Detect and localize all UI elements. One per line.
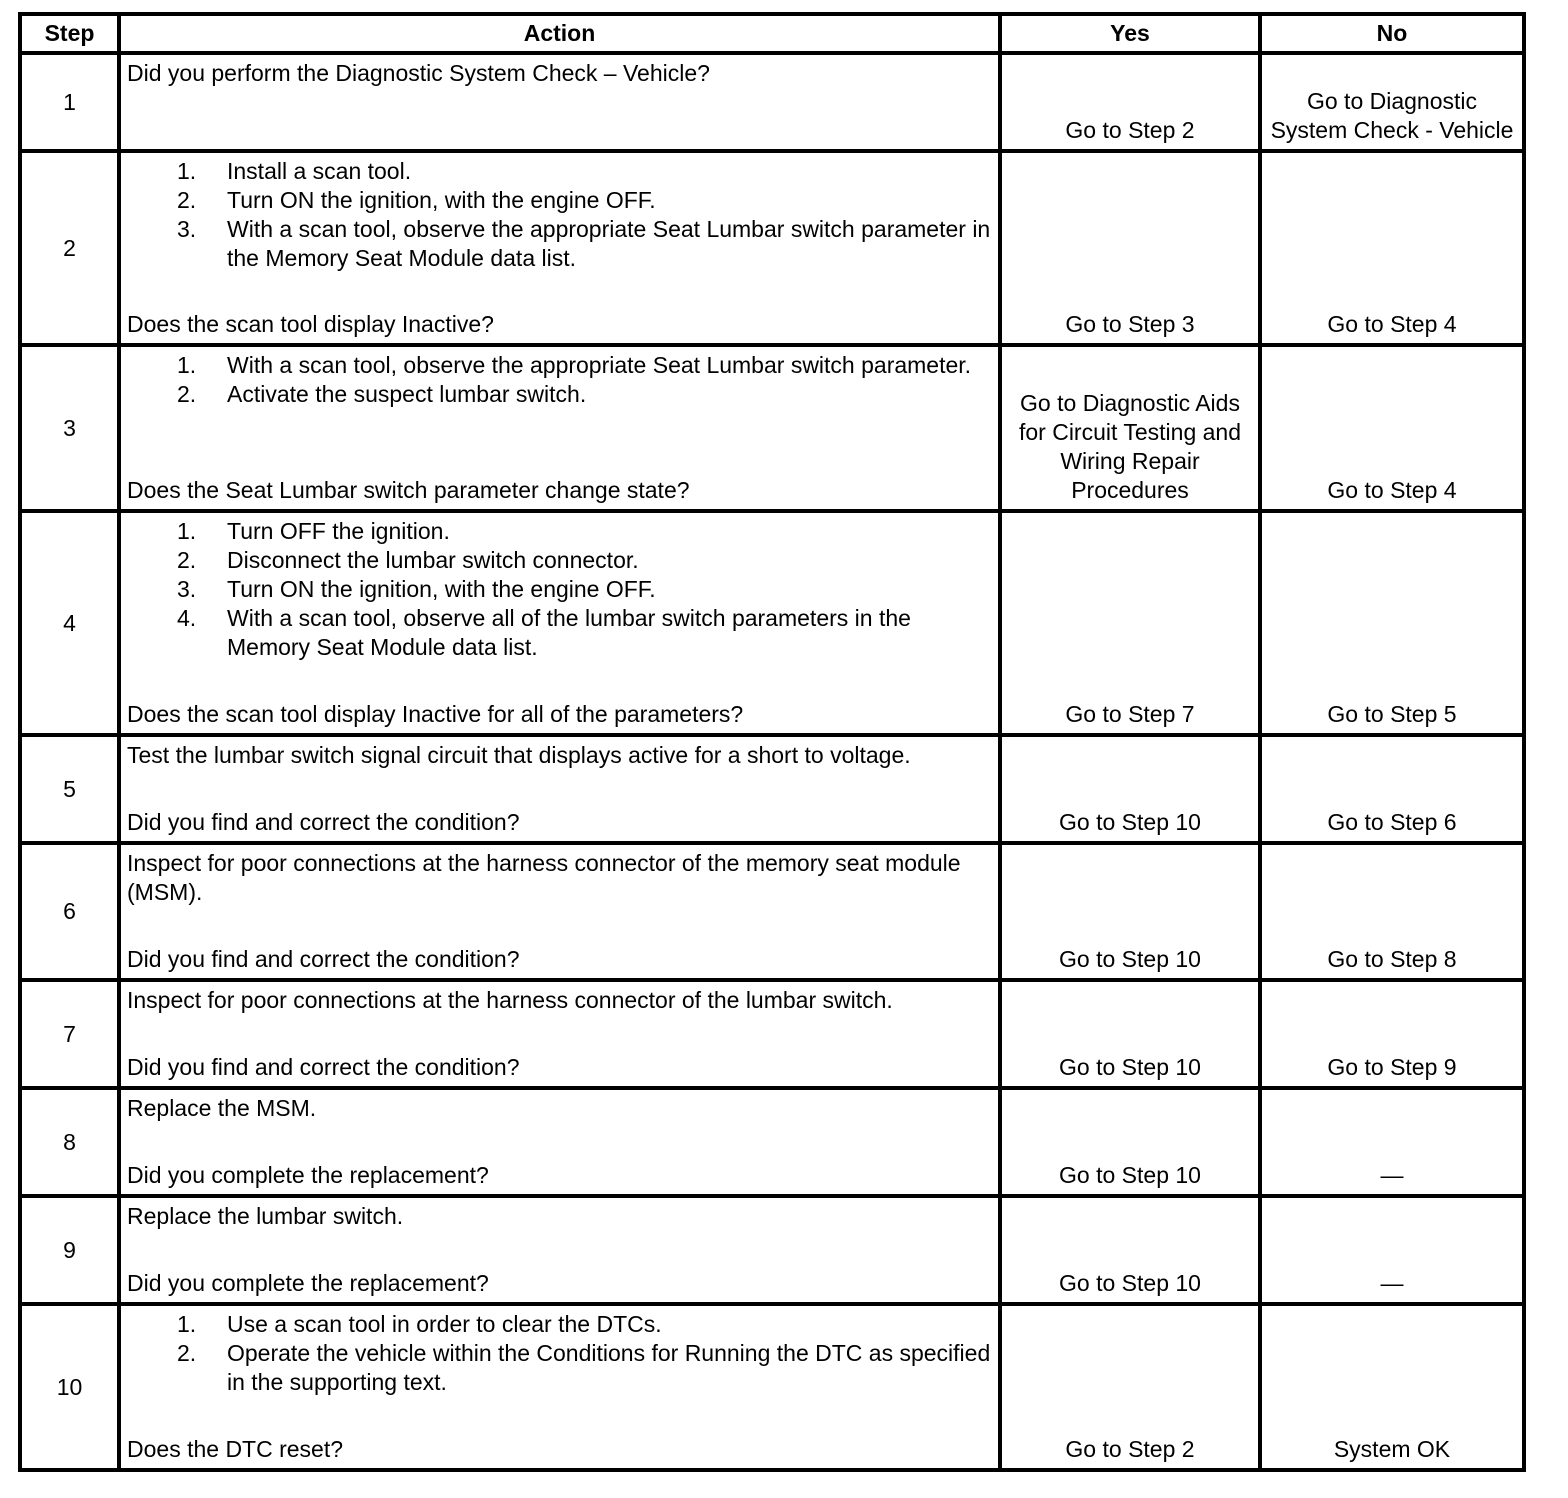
no-result-text: — — [1380, 1162, 1404, 1188]
instruction-text: Use a scan tool in order to clear the DTCs. — [227, 1311, 662, 1337]
instruction-item — [127, 517, 992, 546]
no-result-text: Go to Diagnostic System Check - Vehicle — [1270, 88, 1514, 143]
instruction-list — [127, 157, 992, 273]
step-number: 3 — [20, 345, 119, 511]
step-number: 8 — [20, 1088, 119, 1196]
action-text: Replace the MSM. — [127, 1095, 317, 1121]
instruction-text: With a scan tool, observe the appropriate Seat Lumbar switch parameter. — [227, 352, 972, 378]
action-cell — [119, 843, 1000, 980]
action-content — [127, 157, 992, 339]
yes-result — [1000, 1088, 1260, 1196]
no-result — [1260, 511, 1524, 735]
action-cell — [119, 345, 1000, 511]
yes-result — [1000, 1304, 1260, 1470]
instruction-list — [127, 1310, 992, 1397]
no-result-text: System OK — [1333, 1436, 1451, 1462]
instruction-item — [127, 546, 992, 575]
instruction-number: 3. — [177, 576, 197, 602]
action-question: Does the scan tool display Inactive? — [127, 311, 494, 337]
instruction-number: 2. — [177, 187, 197, 213]
instruction-number: 3. — [177, 216, 197, 242]
action-question: Did you find and correct the condition? — [127, 946, 520, 972]
instruction-item — [127, 351, 992, 380]
table-row — [20, 735, 1524, 843]
instruction-text: Operate the vehicle within the Conditions for Running the DTC as specified in the supporting text. — [227, 1340, 991, 1395]
no-result — [1260, 345, 1524, 511]
header-action: Action — [119, 14, 1000, 53]
action-text: Test the lumbar switch signal circuit that displays active for a short to voltage. — [127, 742, 911, 768]
yes-result — [1000, 735, 1260, 843]
action-top — [127, 849, 992, 907]
yes-result — [1000, 345, 1260, 511]
yes-result-text: Go to Step 10 — [1059, 1270, 1201, 1296]
action-top — [127, 59, 992, 88]
action-content — [127, 1094, 992, 1190]
no-result — [1260, 1088, 1524, 1196]
yes-result-text: Go to Step 2 — [1065, 1436, 1195, 1462]
table-row — [20, 511, 1524, 735]
no-result — [1260, 53, 1524, 151]
instruction-number: 1. — [177, 158, 197, 184]
instruction-number: 1. — [177, 352, 197, 378]
action-top — [127, 1094, 992, 1123]
action-cell — [119, 1196, 1000, 1304]
instruction-text: Turn ON the ignition, with the engine OFF. — [227, 576, 656, 602]
step-number: 6 — [20, 843, 119, 980]
instruction-item — [127, 215, 992, 273]
no-result-text: Go to Step 5 — [1327, 701, 1457, 727]
yes-result — [1000, 980, 1260, 1088]
action-top — [127, 351, 992, 409]
action-cell — [119, 1304, 1000, 1470]
no-result-text: Go to Step 8 — [1327, 946, 1457, 972]
action-question: Does the scan tool display Inactive for all of the parameters? — [127, 701, 744, 727]
action-question: Does the DTC reset? — [127, 1436, 344, 1462]
table-row — [20, 843, 1524, 980]
instruction-text: Turn OFF the ignition. — [227, 518, 450, 544]
instruction-text: Activate the suspect lumbar switch. — [227, 381, 587, 407]
action-text: Inspect for poor connections at the harness connector of the memory seat module (MSM). — [127, 850, 961, 905]
step-number: 4 — [20, 511, 119, 735]
action-content — [127, 849, 992, 974]
instruction-number: 2. — [177, 381, 197, 407]
header-no: No — [1260, 14, 1524, 53]
step-number: 7 — [20, 980, 119, 1088]
action-question: Did you complete the replacement? — [127, 1162, 489, 1188]
table-body — [20, 53, 1524, 1470]
yes-result-text: Go to Step 7 — [1065, 701, 1195, 727]
instruction-number: 2. — [177, 1340, 197, 1366]
action-question: Did you complete the replacement? — [127, 1270, 489, 1296]
no-result — [1260, 1196, 1524, 1304]
action-content — [127, 986, 992, 1082]
no-result — [1260, 735, 1524, 843]
yes-result — [1000, 53, 1260, 151]
diagnostic-table — [18, 12, 1526, 1472]
instruction-number: 1. — [177, 518, 197, 544]
table-row — [20, 1304, 1524, 1470]
instruction-text: With a scan tool, observe all of the lumbar switch parameters in the Memory Seat Module data list. — [227, 605, 911, 660]
yes-result — [1000, 843, 1260, 980]
no-result-text: Go to Step 4 — [1327, 477, 1457, 503]
yes-result-text: Go to Diagnostic Aids for Circuit Testing and Wiring Repair Procedures — [1018, 390, 1241, 503]
action-question: Does the Seat Lumbar switch parameter change state? — [127, 477, 690, 503]
no-result — [1260, 843, 1524, 980]
instruction-item — [127, 380, 992, 409]
no-result — [1260, 151, 1524, 345]
step-number: 5 — [20, 735, 119, 843]
yes-result-text: Go to Step 10 — [1059, 946, 1201, 972]
no-result-text: Go to Step 4 — [1327, 311, 1457, 337]
action-text: Did you perform the Diagnostic System Check – Vehicle? — [127, 60, 710, 86]
yes-result — [1000, 151, 1260, 345]
yes-result — [1000, 1196, 1260, 1304]
action-cell — [119, 735, 1000, 843]
action-cell — [119, 980, 1000, 1088]
no-result-text: — — [1380, 1270, 1404, 1296]
no-result — [1260, 1304, 1524, 1470]
instruction-item — [127, 157, 992, 186]
header-row — [20, 14, 1524, 53]
action-cell — [119, 1088, 1000, 1196]
step-number: 1 — [20, 53, 119, 151]
action-content — [127, 1202, 992, 1298]
instruction-item — [127, 186, 992, 215]
action-question: Did you find and correct the condition? — [127, 809, 520, 835]
instruction-item — [127, 604, 992, 662]
instruction-list — [127, 351, 992, 409]
yes-result-text: Go to Step 10 — [1059, 1054, 1201, 1080]
instruction-text: Turn ON the ignition, with the engine OFF. — [227, 187, 656, 213]
instruction-list — [127, 517, 992, 662]
instruction-number: 4. — [177, 605, 197, 631]
yes-result-text: Go to Step 10 — [1059, 1162, 1201, 1188]
step-number: 2 — [20, 151, 119, 345]
yes-result-text: Go to Step 10 — [1059, 809, 1201, 835]
action-top — [127, 986, 992, 1015]
instruction-number: 2. — [177, 547, 197, 573]
header-yes: Yes — [1000, 14, 1260, 53]
no-result — [1260, 980, 1524, 1088]
action-top — [127, 1310, 992, 1397]
action-top — [127, 517, 992, 662]
yes-result-text: Go to Step 2 — [1065, 117, 1195, 143]
yes-result-text: Go to Step 3 — [1065, 311, 1195, 337]
table-row — [20, 53, 1524, 151]
instruction-text: Install a scan tool. — [227, 158, 412, 184]
action-cell — [119, 53, 1000, 151]
table-row — [20, 1196, 1524, 1304]
table-row — [20, 980, 1524, 1088]
action-content — [127, 59, 992, 145]
instruction-item — [127, 575, 992, 604]
instruction-item — [127, 1339, 992, 1397]
action-text: Replace the lumbar switch. — [127, 1203, 404, 1229]
instruction-number: 1. — [177, 1311, 197, 1337]
action-top — [127, 157, 992, 273]
instruction-text: With a scan tool, observe the appropriate Seat Lumbar switch parameter in the Memory Seat Module data list. — [227, 216, 991, 271]
instruction-item — [127, 1310, 992, 1339]
header-step: Step — [20, 14, 119, 53]
action-top — [127, 741, 992, 770]
no-result-text: Go to Step 9 — [1327, 1054, 1457, 1080]
instruction-text: Disconnect the lumbar switch connector. — [227, 547, 639, 573]
table-row — [20, 151, 1524, 345]
no-result-text: Go to Step 6 — [1327, 809, 1457, 835]
yes-result — [1000, 511, 1260, 735]
action-cell — [119, 151, 1000, 345]
table-row — [20, 1088, 1524, 1196]
action-question: Did you find and correct the condition? — [127, 1054, 520, 1080]
action-content — [127, 741, 992, 837]
table-row — [20, 345, 1524, 511]
step-number: 10 — [20, 1304, 119, 1470]
action-text: Inspect for poor connections at the harness connector of the lumbar switch. — [127, 987, 893, 1013]
action-cell — [119, 511, 1000, 735]
action-content — [127, 351, 992, 505]
action-top — [127, 1202, 992, 1231]
action-content — [127, 517, 992, 729]
step-number: 9 — [20, 1196, 119, 1304]
action-content — [127, 1310, 992, 1464]
